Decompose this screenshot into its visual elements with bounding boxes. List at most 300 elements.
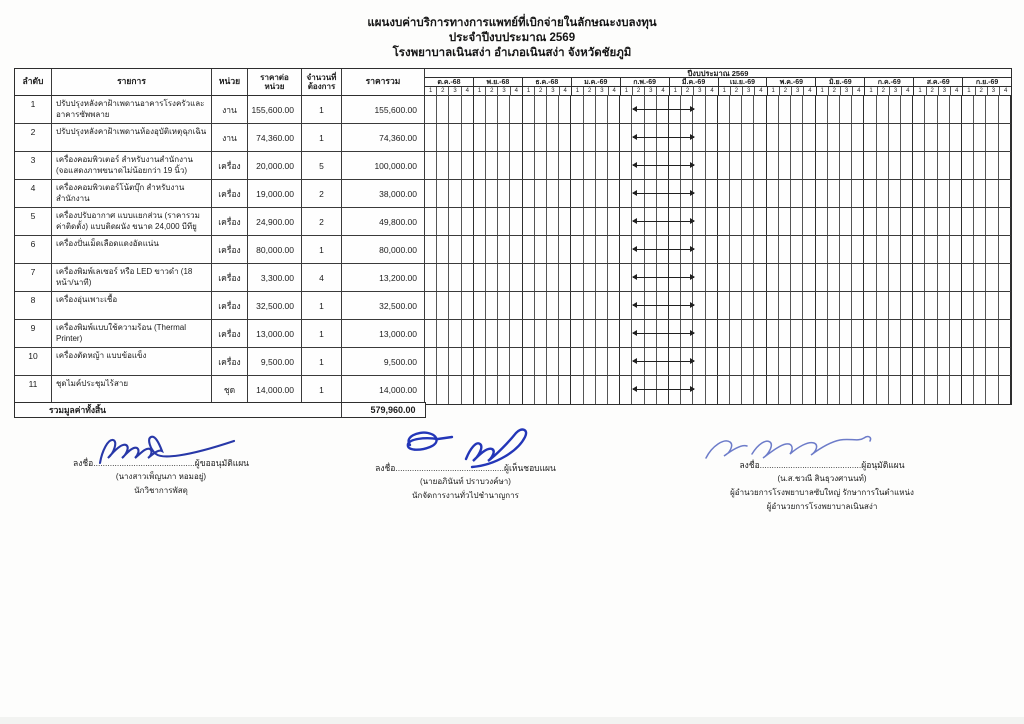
gantt-cell [425,208,437,235]
gantt-cell [437,292,449,319]
gantt-cell [816,152,828,179]
gantt-month-label: ก.ย.-69 [975,79,999,86]
total-price-cell: 38,000.00 [342,180,425,207]
gantt-cell [571,124,583,151]
schedule-arrow [633,305,694,306]
gantt-cell [474,208,486,235]
gantt-cell [498,208,510,235]
gantt-cell [754,376,766,404]
gantt-cell [693,348,705,375]
gantt-cell [999,320,1011,347]
gantt-cell [852,96,864,123]
gantt-cell [767,264,779,291]
gantt-cell [974,208,986,235]
quantity-cell: 1 [302,376,342,404]
gantt-cell [462,376,474,404]
table-header-row [15,69,1011,96]
item-text-line: เครื่องคอมพิวเตอร์ สำหรับงานสำนักงาน [56,155,193,164]
scan-edge [0,717,1024,724]
gantt-cell [754,124,766,151]
gantt-cell [571,152,583,179]
gantt-cell [742,180,754,207]
gantt-cell [437,208,449,235]
gantt-cell [828,376,840,404]
gantt-cell [523,96,535,123]
gantt-cell [730,376,742,404]
schedule-arrow [633,361,694,362]
gantt-cell [828,292,840,319]
gantt-cell [974,96,986,123]
schedule-arrow [633,165,694,166]
gantt-cell [950,348,962,375]
gantt-cell [742,124,754,151]
unit-price-cell: 20,000.00 [248,152,302,179]
gantt-cell [791,320,803,347]
schedule-arrow [633,249,694,250]
header-unit-price-line2: หน่วย [264,82,285,91]
row-number-cell: 4 [15,180,52,207]
gantt-cell [706,292,718,319]
gantt-cell [828,264,840,291]
gantt-cell [718,348,730,375]
gantt-cell [828,208,840,235]
gantt-week-label: 2 [976,87,988,96]
gantt-cell [901,292,913,319]
gantt-month-label: ก.ค.-69 [865,78,914,86]
gantt-cell [779,292,791,319]
gantt-cell [486,208,498,235]
gantt-cell [779,376,791,404]
gantt-cell [449,152,461,179]
gantt-cell [657,376,669,404]
gantt-cell [767,236,779,263]
gantt-cell [474,96,486,123]
unit-cell: เครื่อง [212,264,248,291]
gantt-cell [852,236,864,263]
gantt-cell [559,376,571,404]
unit-cell: งาน [212,96,248,123]
gantt-week-label: 1 [719,87,731,96]
row-number-cell: 1 [15,96,52,123]
gantt-cell [877,348,889,375]
table-row [15,376,1011,404]
gantt-cell [437,320,449,347]
gantt-cell [523,180,535,207]
table-row [15,320,1011,348]
gantt-cell [803,208,815,235]
table-row [15,124,1011,152]
gantt-cell [498,152,510,179]
gantt-cell [425,348,437,375]
gantt-cell [498,264,510,291]
gantt-week-label: 1 [768,87,780,96]
gantt-week-label: 1 [865,87,877,96]
gantt-cell [767,292,779,319]
gantt-cell [547,236,559,263]
gantt-cell [828,320,840,347]
gantt-cell [950,376,962,404]
gantt-cell [852,208,864,235]
schedule-arrow [633,389,694,390]
gantt-week-label: 3 [988,87,1000,96]
gantt-month-label: พ.ย.-68 [474,78,523,86]
gantt-cell [779,208,791,235]
gantt-cell [999,264,1011,291]
gantt-cell [986,264,998,291]
unit-price-cell: 74,360.00 [248,124,302,151]
signature-line-requester: ลงชื่อ...........................................ผู้ขออนุมัติแผน [73,458,249,468]
gantt-cell [938,208,950,235]
gantt-cell [730,124,742,151]
gantt-cell [547,348,559,375]
gantt-week-label: 4 [657,87,669,96]
unit-cell: เครื่อง [212,236,248,263]
gantt-week-label: 2 [437,87,449,96]
gantt-cell [803,348,815,375]
schedule-arrow [633,109,694,110]
schedule-arrow [633,277,694,278]
item-text-line: ปรับปรุงหลังคาฝ้าเพดานอาคารโรงครัวและ [56,99,205,108]
item-text-line: Printer) [56,334,83,343]
gantt-cell [425,180,437,207]
gantt-cell [437,376,449,404]
gantt-row [425,264,1011,291]
gantt-cell [437,236,449,263]
gantt-cell [791,264,803,291]
gantt-cell [754,320,766,347]
gantt-cell [925,320,937,347]
gantt-cell [840,152,852,179]
gantt-cell [584,348,596,375]
gantt-week-label: 4 [511,87,523,96]
item-description-cell [52,124,212,151]
item-description-cell [52,236,212,263]
gantt-cell [816,208,828,235]
gantt-cell [999,124,1011,151]
gantt-cell [559,208,571,235]
gantt-cell [986,96,998,123]
gantt-cell [840,292,852,319]
item-text-line: ชุดไมค์ประชุมไร้สาย [56,379,129,388]
gantt-cell [718,236,730,263]
gantt-cell [901,376,913,404]
gantt-cell [925,180,937,207]
header-unit-price [248,69,302,95]
gantt-cell [816,180,828,207]
gantt-month-label: ก.พ.-69 [621,78,670,86]
item-text-line: เครื่องอุ่นเพาะเชื้อ [56,295,118,304]
gantt-cell [913,96,925,123]
gantt-cell [889,124,901,151]
gantt-cell [510,124,522,151]
gantt-cell [523,292,535,319]
gantt-cell [913,180,925,207]
gantt-cell [608,96,620,123]
signer-position-requester: นักวิชาการพัสดุ [134,486,188,495]
gantt-cell [864,320,876,347]
gantt-cell [986,376,998,404]
gantt-cell [498,292,510,319]
gantt-cell [889,180,901,207]
gantt-cell [767,348,779,375]
quantity-cell: 1 [302,96,342,123]
gantt-cell [596,208,608,235]
gantt-cell [596,236,608,263]
item-text-line: หน้า/นาที) [56,278,92,287]
gantt-cell [974,152,986,179]
gantt-cell [571,348,583,375]
gantt-cell [693,236,705,263]
row-number-cell: 2 [15,124,52,151]
gantt-cell [962,348,974,375]
gantt-cell [864,292,876,319]
gantt-cell [596,292,608,319]
gantt-cell [962,236,974,263]
gantt-cell [877,124,889,151]
gantt-cell [608,348,620,375]
gantt-cell [608,180,620,207]
gantt-cell [974,180,986,207]
gantt-month-label: ม.ค.-69 [572,78,621,86]
gantt-cell [754,208,766,235]
gantt-cell [999,152,1011,179]
item-description-cell [52,152,212,179]
gantt-cell [645,376,657,404]
gantt-cell [754,152,766,179]
gantt-cell [938,96,950,123]
unit-price-cell: 24,900.00 [248,208,302,235]
gantt-cell [999,348,1011,375]
gantt-cell [730,348,742,375]
unit-price-cell: 9,500.00 [248,348,302,375]
gantt-cell [559,180,571,207]
gantt-cell [962,180,974,207]
gantt-cell [779,180,791,207]
row-number-cell: 11 [15,376,52,404]
gantt-cell [535,348,547,375]
gantt-cell [596,124,608,151]
gantt-cell [498,320,510,347]
gantt-cell [693,96,705,123]
gantt-cell [938,292,950,319]
gantt-week-label: 3 [596,87,608,96]
gantt-cell [474,348,486,375]
gantt-cell [474,292,486,319]
gantt-cell [779,152,791,179]
unit-cell: ชุด [212,376,248,404]
gantt-cell [986,348,998,375]
gantt-cell [486,320,498,347]
gantt-cell [510,264,522,291]
gantt-cell [706,152,718,179]
quantity-cell: 1 [302,348,342,375]
gantt-cell [986,292,998,319]
gantt-cell [803,96,815,123]
gantt-row [425,292,1011,319]
gantt-cell [779,320,791,347]
gantt-month-label: มิ.ย.-69 [816,78,865,86]
gantt-cell [718,292,730,319]
gantt-cell [449,124,461,151]
gantt-cell [791,376,803,404]
gantt-cell [950,292,962,319]
gantt-cell [950,180,962,207]
gantt-cell [803,180,815,207]
gantt-cell [584,320,596,347]
gantt-cell [584,376,596,404]
gantt-cell [877,376,889,404]
gantt-cell [425,152,437,179]
signer-name-requester: (นางสาวเพ็ญนภา หอมอยู่) [115,472,207,481]
gantt-cell [938,320,950,347]
row-number-cell: 8 [15,292,52,319]
gantt-cell [730,264,742,291]
quantity-cell: 5 [302,152,342,179]
gantt-cell [547,264,559,291]
gantt-cell [474,264,486,291]
gantt-cell [974,292,986,319]
gantt-cell [730,180,742,207]
gantt-cell [425,292,437,319]
gantt-cell [718,264,730,291]
gantt-cell [462,264,474,291]
table-row [15,236,1011,264]
gantt-cell [730,320,742,347]
gantt-months-row [425,78,1011,87]
gantt-cell [510,152,522,179]
row-number-cell: 6 [15,236,52,263]
item-text-line: ปรับปรุงหลังคาฝ้าเพดานห้องอุบัติเหตุฉุกเฉิน [56,127,207,136]
gantt-cell [462,152,474,179]
gantt-cell [816,264,828,291]
gantt-cell [791,180,803,207]
gantt-week-label: 2 [927,87,939,96]
gantt-week-label: 2 [829,87,841,96]
gantt-week-label: 3 [694,87,706,96]
title-line-2: ประจำปีงบประมาณ 2569 [448,32,576,44]
header-quantity [302,69,342,95]
gantt-cell [571,320,583,347]
schedule-arrow [633,221,694,222]
gantt-week-label: 3 [449,87,461,96]
gantt-cell [462,124,474,151]
gantt-week-label: 3 [792,87,804,96]
gantt-week-label: 1 [621,87,633,96]
gantt-cell [730,236,742,263]
signer-position-approver: นักจัดการงานทั่วไปชำนาญการ [412,491,519,500]
gantt-cell [523,236,535,263]
gantt-cell [425,236,437,263]
gantt-cell [803,292,815,319]
gantt-cell [791,348,803,375]
gantt-cell [925,208,937,235]
gantt-cell [974,264,986,291]
gantt-cell [864,152,876,179]
gantt-cell [425,376,437,404]
gantt-cell [437,152,449,179]
quantity-cell: 1 [302,124,342,151]
gantt-cell [584,124,596,151]
gantt-week-label: 4 [755,87,767,96]
item-description-cell [52,208,212,235]
unit-price-cell: 13,000.00 [248,320,302,347]
gantt-row [425,348,1011,375]
item-description-cell [52,348,212,375]
gantt-cell [877,264,889,291]
gantt-cell [437,264,449,291]
gantt-cell [437,348,449,375]
total-price-cell: 9,500.00 [342,348,425,375]
gantt-cell [962,124,974,151]
gantt-cell [584,236,596,263]
gantt-cell [791,124,803,151]
gantt-cell [742,376,754,404]
gantt-cell [693,264,705,291]
gantt-week-label: 1 [963,87,975,96]
gantt-cell [852,376,864,404]
gantt-cell [559,152,571,179]
gantt-cell [828,152,840,179]
gantt-cell [999,292,1011,319]
gantt-week-label: 2 [535,87,547,96]
gantt-cell [889,152,901,179]
gantt-cell [877,180,889,207]
gantt-cell [559,236,571,263]
gantt-cell [754,236,766,263]
gantt-week-label: 1 [572,87,584,96]
gantt-cell [779,264,791,291]
gantt-cell [852,320,864,347]
gantt-cell [779,124,791,151]
quantity-cell: 1 [302,236,342,263]
gantt-cell [693,376,705,404]
gantt-cell [864,96,876,123]
quantity-cell: 1 [302,320,342,347]
gantt-cell [559,292,571,319]
table-row [15,152,1011,180]
gantt-cell [877,152,889,179]
gantt-cell [498,96,510,123]
table-row [15,264,1011,292]
gantt-cell [803,236,815,263]
gantt-month-label: เม.ย.-69 [719,78,768,86]
gantt-cell [816,320,828,347]
gantt-cell [864,124,876,151]
gantt-cell [828,96,840,123]
gantt-cell [767,180,779,207]
gantt-cell [596,180,608,207]
gantt-cell [974,236,986,263]
gantt-cell [925,96,937,123]
gantt-fiscal-year-label: ปีงบประมาณ 2569 [425,69,1011,78]
schedule-arrow [633,193,694,194]
gantt-cell [486,124,498,151]
gantt-cell [877,96,889,123]
gantt-cell [425,264,437,291]
gantt-cell [425,320,437,347]
gantt-cell [913,320,925,347]
gantt-cell [462,292,474,319]
gantt-cell [523,264,535,291]
document-title [0,16,1024,61]
gantt-cell [901,124,913,151]
gantt-cell [999,180,1011,207]
gantt-cell [950,320,962,347]
unit-cell: เครื่อง [212,152,248,179]
gantt-cell [950,208,962,235]
gantt-cell [962,264,974,291]
gantt-week-label: 3 [645,87,657,96]
